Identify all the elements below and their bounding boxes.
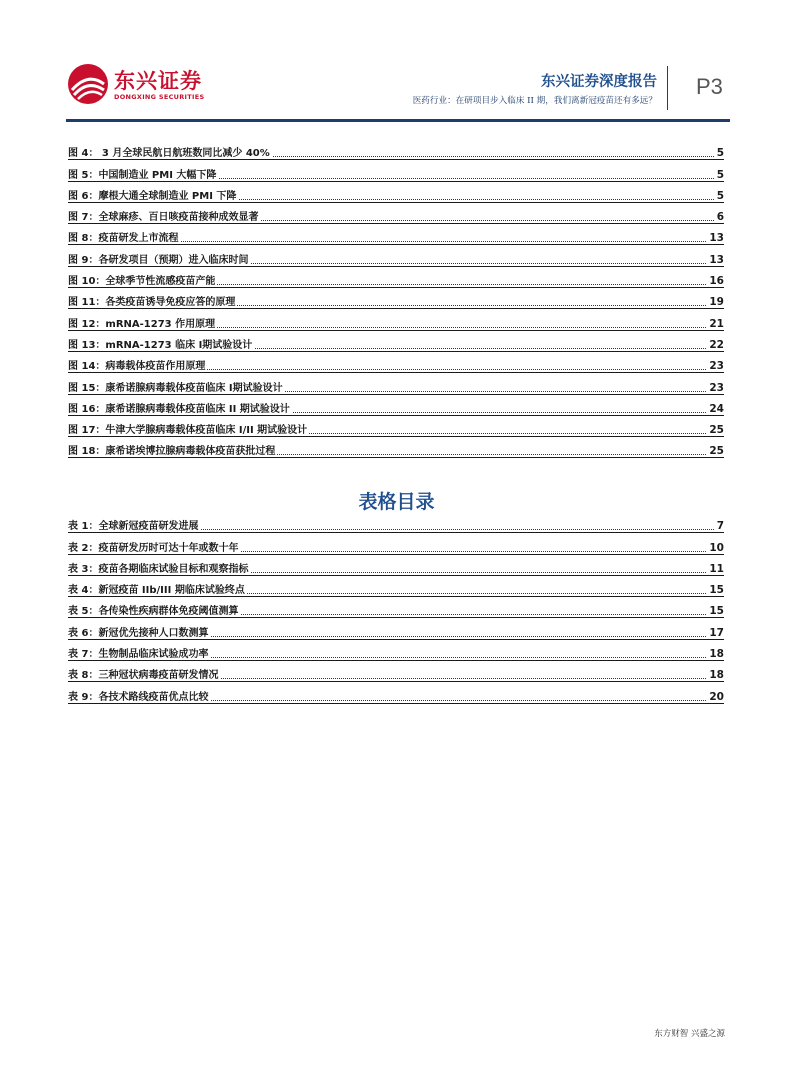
dongxing-logo-icon bbox=[66, 62, 110, 106]
figure-list bbox=[68, 141, 724, 460]
toc-underline bbox=[68, 660, 724, 661]
toc-entry-page: 6 bbox=[716, 211, 724, 224]
toc-underline bbox=[68, 202, 724, 203]
toc-entry[interactable] bbox=[68, 684, 724, 705]
toc-entry-label: 图 4： 3 月全球民航日航班数同比减少 40% bbox=[68, 144, 272, 159]
toc-entry[interactable] bbox=[68, 599, 724, 620]
toc-entry-page: 23 bbox=[709, 360, 724, 373]
toc-entry-label: 图 6：摩根大通全球制造业 PMI 下降 bbox=[68, 187, 238, 202]
toc-entry-label: 图 12：mRNA-1273 作用原理 bbox=[68, 315, 217, 330]
toc-entry-label: 表 7：生物制品临床试验成功率 bbox=[68, 645, 210, 660]
toc-entry-label: 图 15：康希诺腺病毒载体疫苗临床 I期试验设计 bbox=[68, 379, 285, 394]
toc-entry[interactable] bbox=[68, 620, 724, 641]
logo-chinese-name: 东兴证券 bbox=[114, 69, 202, 93]
toc-entry-label: 图 7：全球麻疹、百日咳疫苗接种成效显著 bbox=[68, 208, 260, 223]
toc-underline bbox=[68, 415, 724, 416]
toc-entry-label: 图 8：疫苗研发上市流程 bbox=[68, 229, 180, 244]
toc-entry-page: 20 bbox=[709, 690, 724, 703]
toc-entry[interactable] bbox=[68, 535, 724, 556]
toc-entry[interactable] bbox=[68, 439, 724, 460]
toc-entry[interactable] bbox=[68, 333, 724, 354]
toc-entry-label: 表 9：各技术路线疫苗优点比较 bbox=[68, 688, 210, 703]
toc-entry-page: 23 bbox=[709, 381, 724, 394]
toc-entry[interactable] bbox=[68, 162, 724, 183]
toc-entry-page: 24 bbox=[709, 402, 724, 415]
toc-underline bbox=[68, 639, 724, 640]
toc-entry-label: 图 18：康希诺埃博拉腺病毒载体疫苗获批过程 bbox=[68, 442, 277, 457]
toc-entry[interactable] bbox=[68, 290, 724, 311]
toc-entry[interactable] bbox=[68, 557, 724, 578]
logo-english-name: DONGXING SECURITIES bbox=[114, 93, 205, 101]
toc-entry-page: 25 bbox=[709, 424, 724, 437]
toc-entry-page: 25 bbox=[709, 445, 724, 458]
toc-underline bbox=[68, 554, 724, 555]
toc-entry-page: 21 bbox=[709, 317, 724, 330]
toc-underline bbox=[68, 575, 724, 576]
toc-entry-label: 图 10：全球季节性流感疫苗产能 bbox=[68, 272, 217, 287]
toc-entry[interactable] bbox=[68, 663, 724, 684]
toc-entry-page: 11 bbox=[709, 562, 724, 575]
toc-underline bbox=[68, 596, 724, 597]
toc-underline bbox=[68, 223, 724, 224]
toc-entry[interactable] bbox=[68, 375, 724, 396]
toc-entry-page: 17 bbox=[709, 626, 724, 639]
toc-entry-page: 13 bbox=[709, 232, 724, 245]
toc-underline bbox=[68, 308, 724, 309]
table-list-title: 表格目录 bbox=[358, 491, 435, 513]
toc-underline bbox=[68, 436, 724, 437]
toc-entry-label: 表 1：全球新冠疫苗研发进展 bbox=[68, 517, 200, 532]
toc-entry-page: 22 bbox=[709, 338, 724, 351]
toc-entry-page: 19 bbox=[709, 296, 724, 309]
toc-underline bbox=[68, 266, 724, 267]
toc-entry-page: 5 bbox=[716, 147, 724, 160]
toc-entry[interactable] bbox=[68, 578, 724, 599]
toc-underline bbox=[68, 351, 724, 352]
page-header bbox=[0, 0, 793, 125]
toc-entry-label: 图 13：mRNA-1273 临床 I期试验设计 bbox=[68, 336, 254, 351]
toc-entry-page: 5 bbox=[716, 168, 724, 181]
report-title: 东兴证券深度报告 bbox=[541, 74, 657, 90]
toc-entry-page: 10 bbox=[709, 541, 724, 554]
toc-entry[interactable] bbox=[68, 354, 724, 375]
toc-entry-page: 18 bbox=[709, 669, 724, 682]
company-logo bbox=[66, 62, 205, 108]
toc-entry-label: 图 9：各研发项目（预期）进入临床时间 bbox=[68, 251, 250, 266]
toc-underline bbox=[68, 617, 724, 618]
page-number: P3 bbox=[696, 74, 723, 99]
toc-entry[interactable] bbox=[68, 226, 724, 247]
toc-entry[interactable] bbox=[68, 205, 724, 226]
toc-entry-label: 表 3：疫苗各期临床试验目标和观察指标 bbox=[68, 560, 250, 575]
toc-entry[interactable] bbox=[68, 311, 724, 332]
toc-underline bbox=[68, 181, 724, 182]
toc-entry-page: 15 bbox=[709, 605, 724, 618]
toc-entry-page: 16 bbox=[709, 275, 724, 288]
toc-underline bbox=[68, 703, 724, 704]
toc-underline bbox=[68, 532, 724, 533]
toc-underline bbox=[68, 159, 724, 160]
toc-entry-label: 图 17：牛津大学腺病毒载体疫苗临床 I/II 期试验设计 bbox=[68, 421, 309, 436]
toc-entry-label: 表 2：疫苗研发历时可达十年或数十年 bbox=[68, 539, 240, 554]
toc-entry-label: 图 16：康希诺腺病毒载体疫苗临床 II 期试验设计 bbox=[68, 400, 292, 415]
toc-underline bbox=[68, 394, 724, 395]
report-subtitle: 医药行业：在研项目步入临床 II 期，我们离新冠疫苗还有多远？ bbox=[412, 96, 657, 106]
toc-underline bbox=[68, 330, 724, 331]
footer-slogan: 东方财智 兴盛之源 bbox=[654, 1029, 725, 1039]
toc-entry-label: 表 4：新冠疫苗 IIb/III 期临床试验终点 bbox=[68, 581, 247, 596]
toc-entry-label: 表 6：新冠优先接种人口数测算 bbox=[68, 624, 210, 639]
toc-entry[interactable] bbox=[68, 397, 724, 418]
toc-entry-page: 18 bbox=[709, 648, 724, 661]
toc-entry-label: 表 5：各传染性疾病群体免疫阈值测算 bbox=[68, 602, 240, 617]
toc-underline bbox=[68, 372, 724, 373]
toc-entry-label: 图 11：各类疫苗诱导免疫应答的原理 bbox=[68, 293, 237, 308]
toc-entry[interactable] bbox=[68, 184, 724, 205]
toc-underline bbox=[68, 244, 724, 245]
toc-entry[interactable] bbox=[68, 418, 724, 439]
toc-entry-page: 15 bbox=[709, 584, 724, 597]
toc-entry[interactable] bbox=[68, 269, 724, 290]
toc-entry-label: 图 5：中国制造业 PMI 大幅下降 bbox=[68, 166, 218, 181]
toc-entry-page: 13 bbox=[709, 253, 724, 266]
toc-entry[interactable] bbox=[68, 514, 724, 535]
toc-entry-label: 图 14：病毒载体疫苗作用原理 bbox=[68, 357, 207, 372]
toc-entry-label: 表 8：三种冠状病毒疫苗研发情况 bbox=[68, 666, 220, 681]
header-divider bbox=[667, 66, 668, 110]
toc-entry-page: 7 bbox=[716, 520, 724, 533]
toc-underline bbox=[68, 681, 724, 682]
toc-underline bbox=[68, 287, 724, 288]
toc-entry[interactable] bbox=[68, 247, 724, 268]
toc-entry[interactable] bbox=[68, 141, 724, 162]
header-rule bbox=[66, 119, 730, 122]
toc-entry[interactable] bbox=[68, 642, 724, 663]
toc-underline bbox=[68, 457, 724, 458]
toc-entry-page: 5 bbox=[716, 189, 724, 202]
table-list bbox=[68, 514, 724, 706]
